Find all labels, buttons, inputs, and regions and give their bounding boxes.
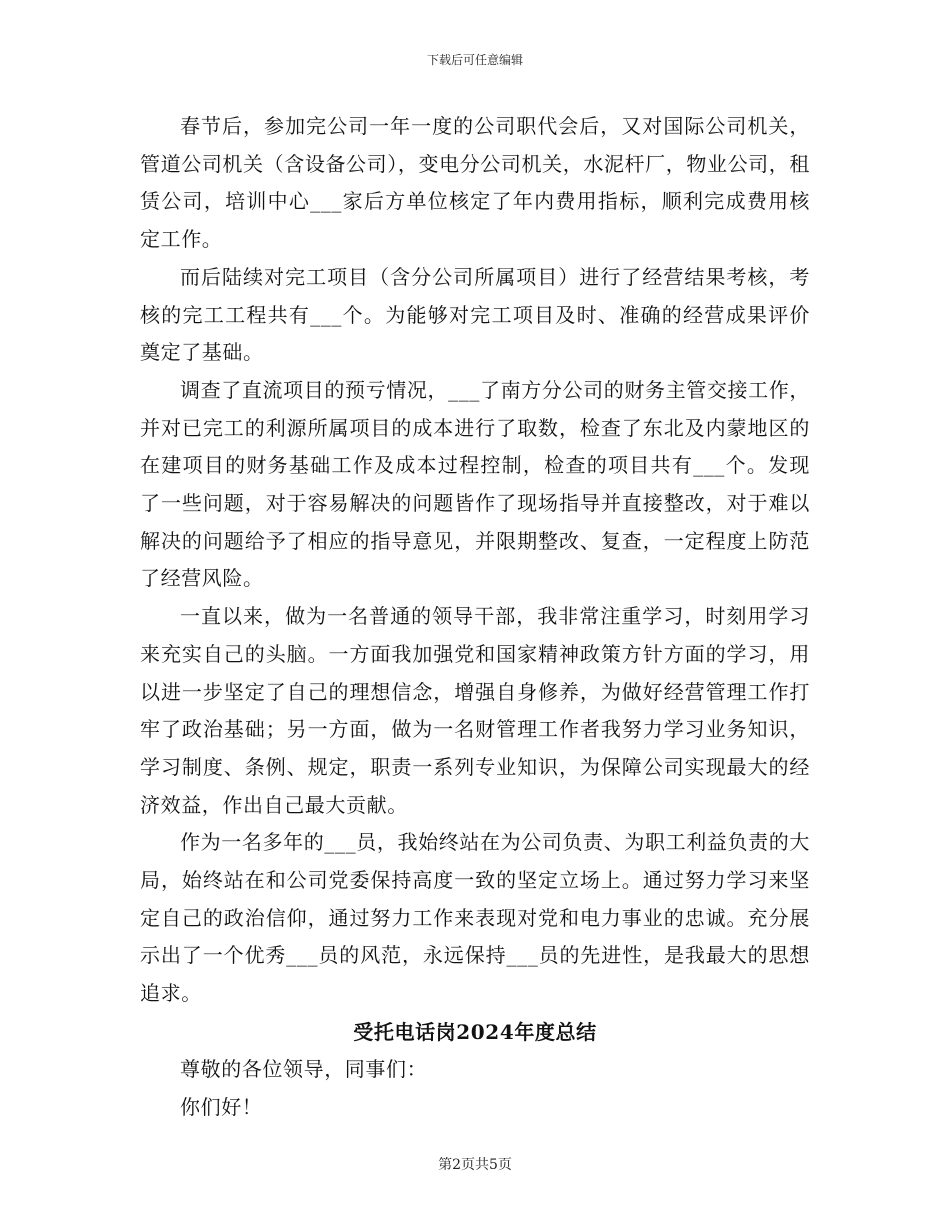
paragraph-project-assessment: 而后陆续对完工项目（含分公司所属项目）进行了经营结果考核，考核的完工工程共有___个。为能够对完工项目及时、准确的经营成果评价奠定了基础。 bbox=[140, 264, 810, 365]
paragraph-political-stance: 作为一名多年的___员，我始终站在为公司负责、为职工利益负责的大局，始终站在和公司党委保持高度一致的坚定立场上。通过努力学习来坚定自己的政治信仰，通过努力工作来表现对党和电力事业的忠诚。充分展示出了一个优秀___员的风范，永远保持___员的先进性，是我最大的思想追求。 bbox=[140, 830, 810, 1006]
section-title: 受托电话岗2024年度总结 bbox=[353, 1019, 597, 1044]
paragraph-study: 一直以来，做为一名普通的领导干部，我非常注重学习，时刻用学习来充实自己的头脑。一方面我加强党和国家精神政策方针方面的学习，用以进一步坚定了自己的理想信念，增强自身修养，为做好经营管理工作打牢了政治基础；另一方面，做为一名财管理工作者我努力学习业务知识，学习制度、条例、规定，职责一系列专业知识，为保障公司实现最大的经济效益，作出自己最大贡献。 bbox=[140, 604, 810, 817]
greeting: 你们好！ bbox=[180, 1094, 263, 1119]
paragraph-expense-review: 春节后，参加完公司一年一度的公司职代会后，又对国际公司机关，管道公司机关（含设备公司），变电分公司机关，水泥杆厂，物业公司，租赁公司，培训中心___家后方单位核定了年内费用指标，顺利完成费用核定工作。 bbox=[140, 114, 810, 252]
document-body bbox=[140, 108, 810, 1126]
salutation: 尊敬的各位领导，同事们： bbox=[180, 1056, 428, 1081]
paragraph-project-inspection: 调查了直流项目的预亏情况，___了南方分公司的财务主管交接工作，并对已完工的利源所属项目的成本进行了取数，检查了东北及内蒙地区的在建项目的财务基础工作及成本过程控制，检查的项目共有___个。发现了一些问题，对于容易解决的问题皆作了现场指导并直接整改，对于难以解决的问题给予了相应的指导意见，并限期整改、复查，一定程度上防范了经营风险。 bbox=[140, 377, 810, 591]
page-number: 第2页共5页 bbox=[438, 1157, 512, 1173]
page-header: 下载后可任意编辑 bbox=[426, 53, 523, 67]
